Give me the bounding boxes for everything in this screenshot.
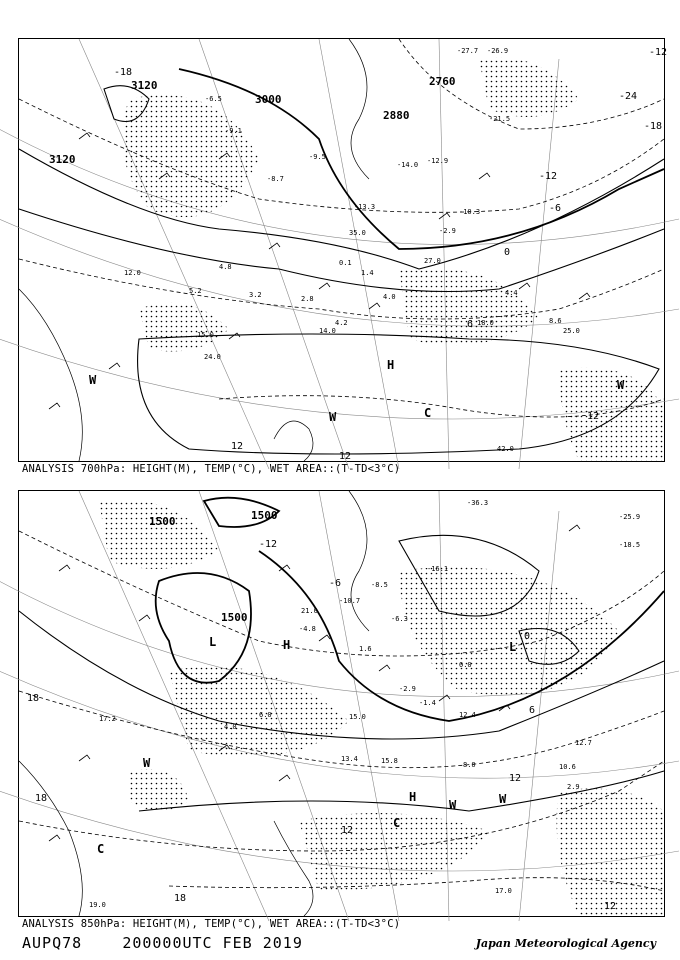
station-value: 12.7 xyxy=(575,739,592,747)
station-value: 21.0 xyxy=(301,607,318,615)
cold-center-symbol: C xyxy=(424,406,432,420)
station-value: 15.8 xyxy=(381,757,398,765)
high-center-symbol: H xyxy=(409,790,417,804)
station-value: 13.4 xyxy=(341,755,358,763)
station-value: 42.0 xyxy=(497,445,514,453)
warm-center-symbol: W xyxy=(143,756,151,770)
height-label: 1500 xyxy=(251,509,278,522)
isotherm-label: -18 xyxy=(644,121,663,132)
station-value: 15.0 xyxy=(349,713,366,721)
station-value: 1.6 xyxy=(359,645,372,653)
isotherm-label: 12 xyxy=(604,901,617,912)
isotherm-label: 0 xyxy=(524,631,531,642)
station-value: 4.2 xyxy=(335,319,348,327)
isotherm-label: 12 xyxy=(341,825,354,836)
station-value: 10.6 xyxy=(559,763,576,771)
wet-area xyxy=(399,567,619,695)
low-center-symbol: L xyxy=(209,635,217,649)
station-value: -9.5 xyxy=(309,153,326,161)
wet-area xyxy=(557,789,665,917)
station-value: 4.4 xyxy=(505,289,518,297)
valid-time: 200000UTC FEB 2019 xyxy=(122,934,303,952)
isotherm-label: 18 xyxy=(35,793,48,804)
isotherm-label: -12 xyxy=(259,539,278,550)
high-center-symbol: H xyxy=(387,358,395,372)
map-panel-700hpa xyxy=(18,38,668,462)
station-value: 4.0 xyxy=(224,723,237,731)
isotherm-label: -12 xyxy=(539,171,558,182)
station-value: -2.9 xyxy=(439,227,456,235)
warm-center-symbol: W xyxy=(499,792,507,806)
isotherm-label: 0 xyxy=(504,247,511,258)
height-contour xyxy=(19,149,664,269)
station-value: 25.0 xyxy=(563,327,580,335)
panel-caption-700hpa: ANALYSIS 700hPa: HEIGHT(M), TEMP(°C), WET AREA::(T-TD<3°C) xyxy=(22,463,401,475)
isotherm xyxy=(19,259,664,319)
station-value: 35.0 xyxy=(349,229,366,237)
station-value: 2.9 xyxy=(567,783,580,791)
station-value: 4.8 xyxy=(219,263,232,271)
isotherm-label: -6 xyxy=(549,203,562,214)
isotherm-label: 6 xyxy=(529,705,536,716)
station-value: -10.3 xyxy=(459,208,481,216)
station-value: -26.9 xyxy=(487,47,509,55)
station-value: -12.9 xyxy=(427,157,449,165)
isotherm-label: -24 xyxy=(619,91,638,102)
station-value: 0.0 xyxy=(459,661,472,669)
cold-center-symbol: C xyxy=(393,816,401,830)
station-value: -6.3 xyxy=(391,615,408,623)
station-value: -14.0 xyxy=(397,161,419,169)
isotherm-label: 12 xyxy=(587,411,600,422)
isotherm-label: -18 xyxy=(114,67,133,78)
longitude-line xyxy=(519,59,562,469)
height-label: 1500 xyxy=(149,515,176,528)
low-center-symbol: L xyxy=(509,640,517,654)
station-value: 17.2 xyxy=(99,715,116,723)
height-label: 2760 xyxy=(429,75,456,88)
isotherm-label: 12 xyxy=(231,441,244,452)
station-value: 5.2 xyxy=(189,287,202,295)
agency-credit: Japan Meteorological Agency xyxy=(475,937,656,950)
warm-center-symbol: W xyxy=(329,410,337,424)
station-value: -8.7 xyxy=(267,175,284,183)
station-value: 18.0 xyxy=(477,319,494,327)
wet-area xyxy=(129,769,189,811)
station-value: 8.0 xyxy=(463,761,476,769)
isotherm-label: 18 xyxy=(27,693,40,704)
station-value: -10.7 xyxy=(339,597,361,605)
product-identifier xyxy=(22,934,303,952)
station-value: 24.0 xyxy=(204,353,221,361)
wet-area xyxy=(399,268,539,346)
wet-area xyxy=(559,367,664,461)
isotherm-label: 12 xyxy=(509,773,522,784)
height-label: 3120 xyxy=(131,79,158,92)
coastline xyxy=(349,39,369,179)
latitude-line xyxy=(0,219,679,326)
station-value: -25.9 xyxy=(619,513,641,521)
wet-area xyxy=(479,57,579,117)
station-value: 2.8 xyxy=(301,295,314,303)
station-value: 0.1 xyxy=(339,259,352,267)
isotherm-label: -12 xyxy=(649,47,668,58)
map-panel-850hpa xyxy=(18,490,665,917)
warm-center-symbol: W xyxy=(449,798,457,812)
isotherm xyxy=(19,99,664,212)
station-value: 6.0 xyxy=(259,711,272,719)
product-code: AUPQ78 xyxy=(22,934,83,952)
coastline xyxy=(349,491,369,631)
height-label: 3120 xyxy=(49,153,76,166)
station-value: 1.4 xyxy=(361,269,374,277)
isotherm-label: -6 xyxy=(329,578,342,589)
station-value: -36.3 xyxy=(467,499,489,507)
station-value: 3.2 xyxy=(249,291,262,299)
height-label: 2880 xyxy=(383,109,410,122)
station-value: 12.4 xyxy=(459,711,476,719)
isotherm-label: 18 xyxy=(174,893,187,904)
isotherm-label: 12 xyxy=(339,451,352,462)
warm-center-symbol: W xyxy=(89,373,97,387)
station-value: 19.0 xyxy=(89,901,106,909)
high-center-symbol: H xyxy=(283,638,291,652)
height-contour xyxy=(19,209,664,292)
station-value: -9.1 xyxy=(225,127,242,135)
cold-center-symbol: C xyxy=(97,842,105,856)
station-value: 27.0 xyxy=(424,257,441,265)
height-label: 1500 xyxy=(221,611,248,624)
station-value: -16.1 xyxy=(427,565,449,573)
station-value: -8.5 xyxy=(371,581,388,589)
latitude-line xyxy=(0,129,679,245)
wet-area xyxy=(99,500,219,569)
station-value: -2.9 xyxy=(399,685,416,693)
station-value: 14.0 xyxy=(319,327,336,335)
station-value: 12.0 xyxy=(124,269,141,277)
longitude-line xyxy=(439,39,449,469)
map-700hpa-svg xyxy=(19,39,668,462)
station-value: -6.5 xyxy=(205,95,222,103)
station-value: 4.0 xyxy=(383,293,396,301)
station-value: -13.3 xyxy=(354,203,376,211)
station-value: -18.5 xyxy=(619,541,641,549)
warm-center-symbol: W xyxy=(617,378,625,392)
station-value: 8.6 xyxy=(549,317,562,325)
station-value: -4.8 xyxy=(299,625,316,633)
wet-area xyxy=(139,302,229,351)
panel-caption-850hpa: ANALYSIS 850hPa: HEIGHT(M), TEMP(°C), WET AREA::(T-TD<3°C) xyxy=(22,918,401,930)
coastline xyxy=(274,421,313,461)
station-value: 15.0 xyxy=(197,331,214,339)
station-value: -21.5 xyxy=(489,115,511,123)
longitude-line xyxy=(319,39,399,469)
height-contour-thick xyxy=(156,573,251,683)
coastline xyxy=(19,761,82,916)
map-850hpa-svg xyxy=(19,491,664,916)
station-value: -1.4 xyxy=(419,699,436,707)
isotherm-label: 6 xyxy=(467,319,474,330)
station-value: -27.7 xyxy=(457,47,479,55)
height-label: 3000 xyxy=(255,93,282,106)
coastline xyxy=(19,289,82,461)
station-value: 17.0 xyxy=(495,887,512,895)
